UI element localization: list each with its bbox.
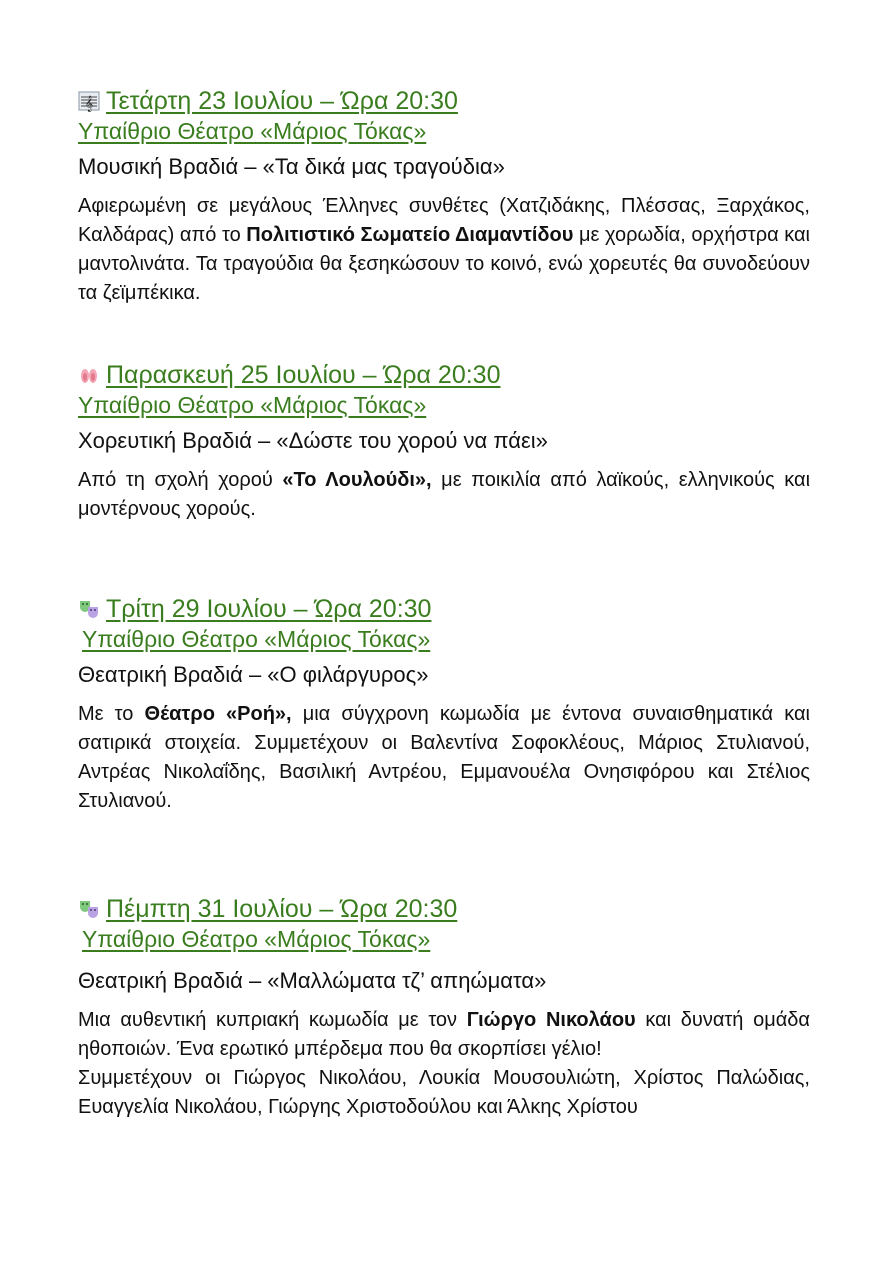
datetime-text: Παρασκευή 25 Ιουλίου – Ώρα 20:30 <box>106 361 501 389</box>
event-venue[interactable]: Υπαίθριο Θέατρο «Μάριος Τόκας» <box>78 118 427 144</box>
event-title: Χορευτική Βραδιά – «Δώστε του χορού να πάει» <box>78 428 548 453</box>
datetime-text: Τρίτη 29 Ιουλίου – Ώρα 20:30 <box>106 595 432 623</box>
event-venue[interactable]: Υπαίθριο Θέατρο «Μάριος Τόκας» <box>78 392 427 418</box>
event-title: Θεατρική Βραδιά – «Ο φιλάργυρος» <box>78 662 429 687</box>
event-2 <box>78 360 810 524</box>
event-venue[interactable]: Υπαίθριο Θέατρο «Μάριος Τόκας» <box>82 626 431 652</box>
ballet-shoes-icon <box>78 364 100 386</box>
datetime-text: Πέμπτη 31 Ιουλίου – Ώρα 20:30 <box>106 895 458 923</box>
event-1 <box>78 86 810 308</box>
event-description: Από τη σχολή χορού «Το Λουλούδι», με ποικιλία από λαϊκούς, ελληνικούς και μοντέρνους χορούς. <box>78 469 811 520</box>
event-datetime[interactable] <box>78 360 810 390</box>
music-score-icon <box>78 90 100 112</box>
event-description: Μια αυθεντική κυπριακή κωμωδία με τον Γιώργο Νικολάου και δυνατή ομάδα ηθοποιών. Ένα ερωτικό μπέρδεμα που θα σκορπίσει γέλιο! Συμμετέχουν οι Γιώργος Νικολάου, Λουκία Μουσουλιώτη, Χρίστος Παλώδιας, Ευαγγελία Νικολάου, Γιώργης Χριστοδούλου και Άλκης Χρίστου <box>78 1009 810 1118</box>
datetime-text: Τετάρτη 23 Ιουλίου – Ώρα 20:30 <box>106 87 458 115</box>
event-datetime[interactable] <box>78 86 810 116</box>
event-4 <box>78 894 810 1122</box>
event-3 <box>78 594 810 816</box>
event-datetime[interactable] <box>78 894 810 924</box>
event-title: Θεατρική Βραδιά – «Μαλλώματα τζ’ απηώματα» <box>78 968 547 993</box>
event-description: Με το Θέατρο «Ροή», μια σύγχρονη κωμωδία με έντονα συναισθηματικά και σατιρικά στοιχεία. Συμμετέχουν οι Βαλεντίνα Σοφοκλέους, Μάριος Στυλιανού, Αντρέας Νικολαΐδης, Βασιλική Αντρέου, Εμμανουέλα Ονησιφόρου και Στέλιος Στυλιανού. <box>78 703 810 812</box>
event-description: Αφιερωμένη σε μεγάλους Έλληνες συνθέτες (Χατζιδάκης, Πλέσσας, Ξαρχάκος, Καλδάρας) από το Πολιτιστικό Σωματείο Διαμαντίδου με χορωδία, ορχήστρα και μαντολινάτα. Τα τραγούδια θα ξεσηκώσουν το κοινό, ενώ χορευτές θα συνοδεύουν τα ζεϊμπέκικα. <box>78 195 810 304</box>
theater-masks-icon <box>78 898 100 920</box>
event-venue[interactable]: Υπαίθριο Θέατρο «Μάριος Τόκας» <box>82 926 431 952</box>
theater-masks-icon <box>78 598 100 620</box>
svg-text:𝄞: 𝄞 <box>84 96 94 112</box>
event-title: Μουσική Βραδιά – «Τα δικά μας τραγούδια» <box>78 154 505 179</box>
event-datetime[interactable] <box>78 594 810 624</box>
